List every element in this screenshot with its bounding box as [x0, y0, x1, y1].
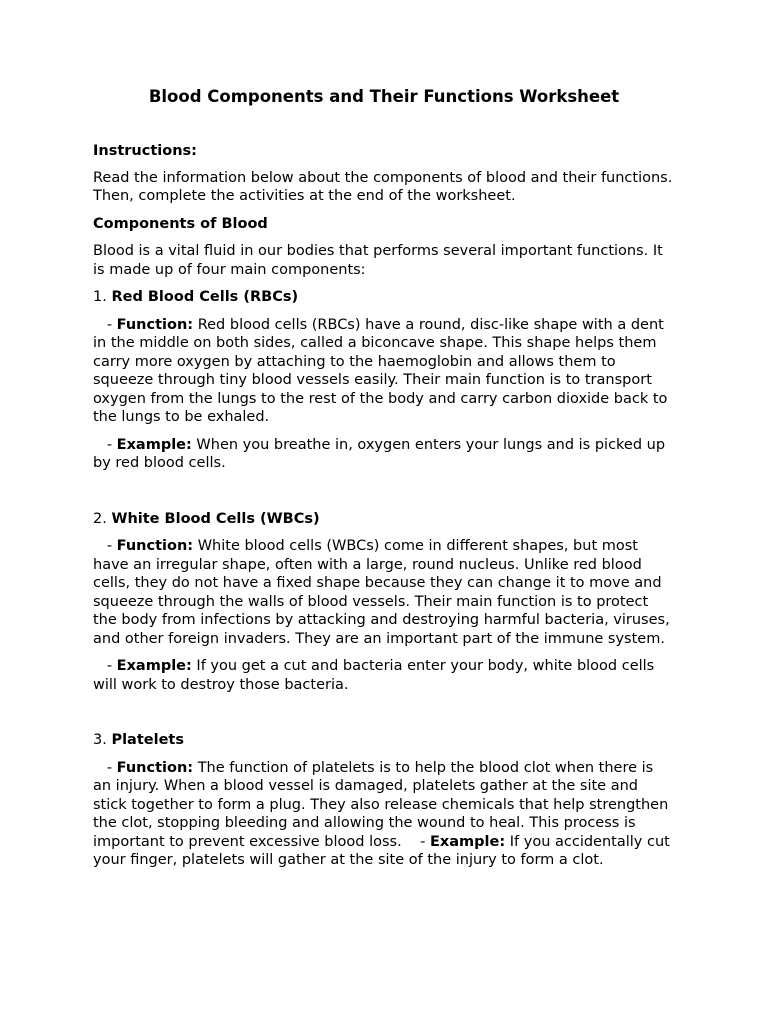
section-heading-rbc: [93, 288, 675, 307]
function-label: Function:: [116, 759, 194, 776]
example-label: Example:: [430, 833, 506, 850]
section-number: 3.: [93, 732, 107, 748]
function-label: Function:: [116, 316, 194, 333]
wbc-example-paragraph: - Example: If you get a cut and bacteria enter your body, white blood cells will work to destroy those bacteria.: [93, 658, 655, 693]
example-text: When you breathe in, oxygen enters your lungs and is picked up by red blood cells.: [93, 436, 666, 471]
example-text: If you accidentally cut your finger, platelets will gather at the site of the injury to form a clot.: [93, 833, 670, 868]
page-title: Blood Components and Their Functions Worksheet: [148, 87, 620, 106]
function-text: The function of platelets is to help the blood clot when there is an injury. When a blood vessel is damaged, platelets gather at the site and stick together to form a plug. They also release chemicals that help strengthen the clot, stopping bleeding and allowing the wound to heal. This process is important to prevent excessive blood loss.: [93, 759, 669, 850]
components-intro: Blood is a vital fluid in our bodies that performs several important functions. It is made up of four main components:: [93, 243, 663, 278]
example-label: Example:: [116, 436, 192, 453]
section-number: 1.: [93, 289, 107, 305]
wbc-function-paragraph: - Function: White blood cells (WBCs) come in different shapes, but most have an irregular shape, often with a large, round nucleus. Unlike red blood cells, they do not have a fixed shape because they can change it to move and squeeze through the walls of blood vessels. Their main function is to protect the body from infections by attacking and destroying harmful bacteria, viruses, and other foreign invaders. They are an important part of the immune system.: [93, 538, 670, 647]
platelets-function-paragraph: - Function: The function of platelets is to help the blood clot when there is an injury. When a blood vessel is damaged, platelets gather at the site and stick together to form a plug. They also release chemicals that help strengthen the clot, stopping bleeding and allowing the wound to heal. This process is important to prevent excessive blood loss. - Example: If you accidentally cut your finger, platelets will gather at the site of the injury to form a clot.: [93, 759, 670, 868]
example-text: If you get a cut and bacteria enter your body, white blood cells will work to destroy those bacteria.: [93, 658, 655, 693]
instructions-text: Read the information below about the components of blood and their functions. Then, complete the activities at the end of the worksheet.: [93, 169, 673, 204]
function-label: Function:: [116, 538, 194, 554]
instructions-heading: Instructions:: [93, 143, 197, 159]
section-name: White Blood Cells (WBCs): [111, 510, 320, 527]
function-text: Red blood cells (RBCs) have a round, disc-like shape with a dent in the middle on both sides, called a biconcave shape. This shape helps them carry more oxygen by attaching to the haemoglobin and allows them to squeeze through tiny blood vessels easily. Their main function is to transport oxygen from the lungs to the rest of the body and carry carbon dioxide back to the lungs to be exhaled.: [93, 316, 668, 425]
section-heading-wbc: [93, 510, 675, 529]
section-heading-platelets: [93, 731, 675, 750]
section-name: Red Blood Cells (RBCs): [111, 289, 299, 305]
components-heading: Components of Blood: [93, 215, 268, 232]
rbc-function-paragraph: - Function: Red blood cells (RBCs) have a round, disc-like shape with a dent in the middle on both sides, called a biconcave shape. This shape helps them carry more oxygen by attaching to the haemoglobin and allows them to squeeze through tiny blood vessels easily. Their main function is to transport oxygen from the lungs to the rest of the body and carry carbon dioxide back to the lungs to be exhaled.: [93, 316, 668, 425]
section-name: Platelets: [111, 732, 184, 748]
function-text: White blood cells (WBCs) come in different shapes, but most have an irregular shape, often with a large, round nucleus. Unlike red blood cells, they do not have a fixed shape because they can change it to move and squeeze through the walls of blood vessels. Their main function is to protect the body from infections by attacking and destroying harmful bacteria, viruses, and other foreign invaders. They are an important part of the immune system.: [93, 538, 670, 647]
example-label: Example:: [116, 658, 192, 674]
section-number: 2.: [93, 510, 107, 527]
rbc-example-paragraph: - Example: When you breathe in, oxygen enters your lungs and is picked up by red blood cells.: [93, 436, 666, 471]
